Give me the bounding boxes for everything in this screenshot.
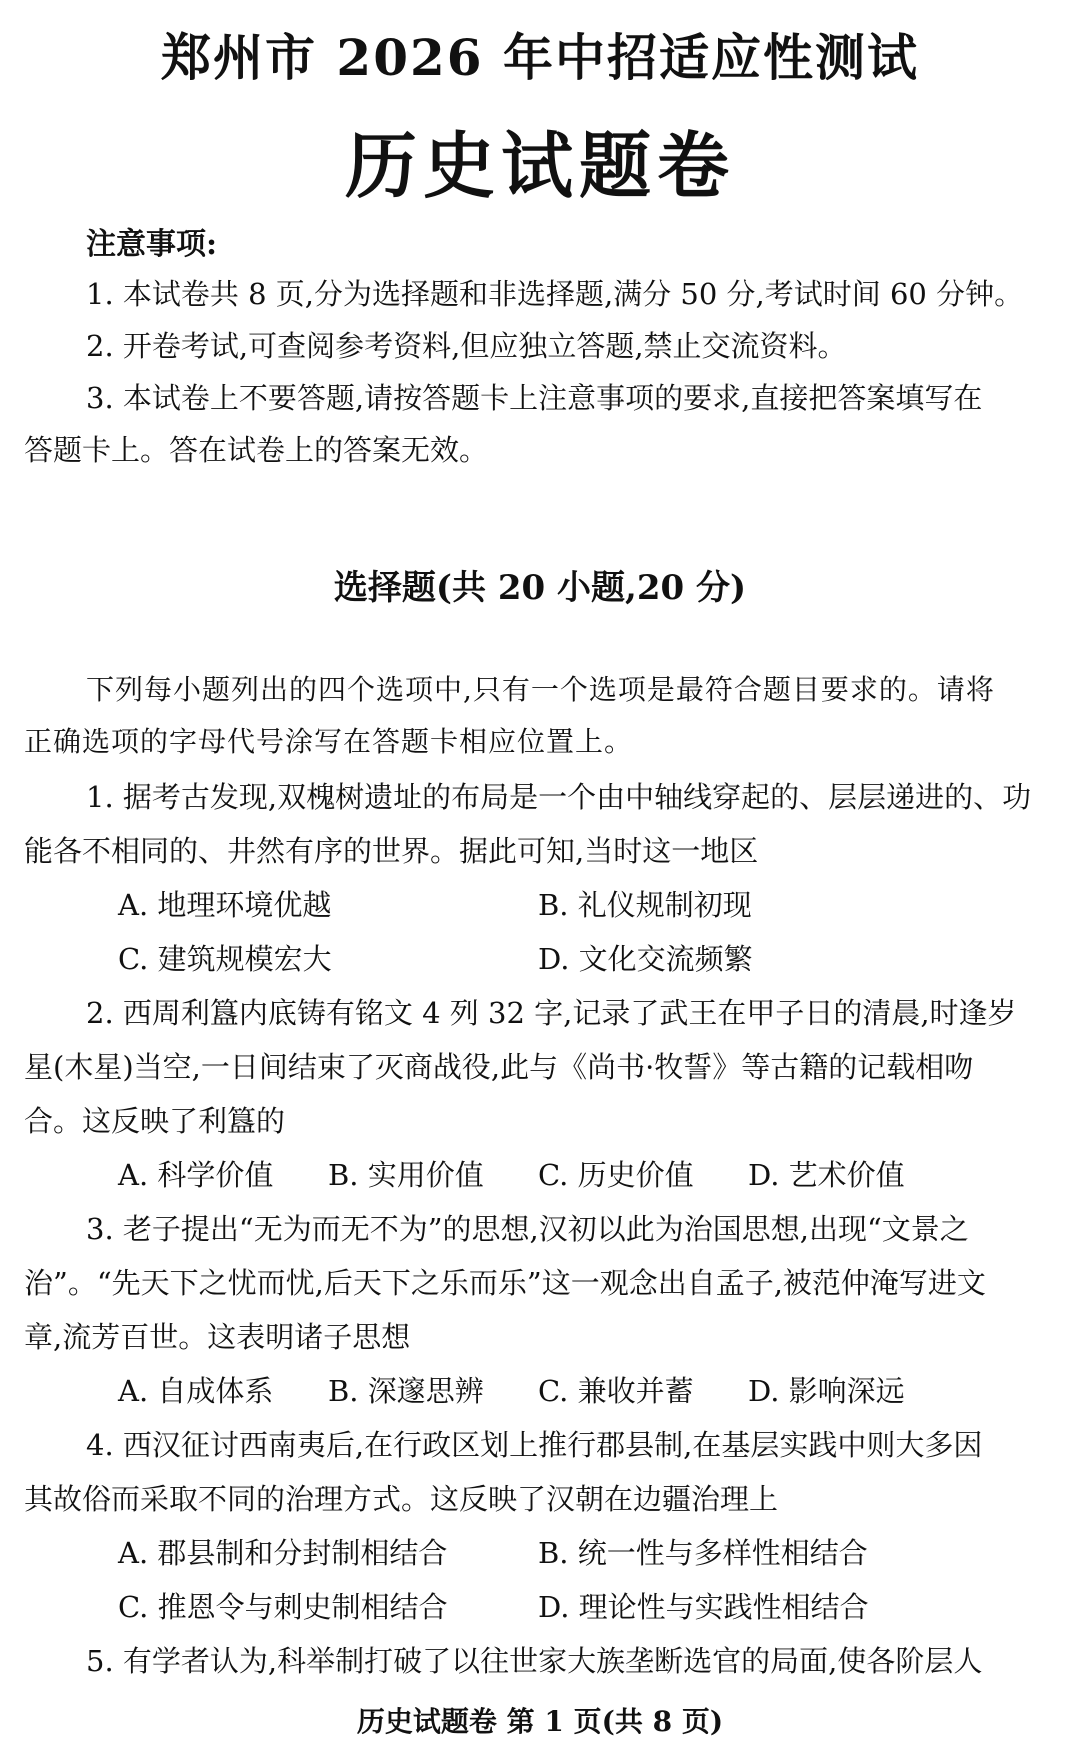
option-c: C. 历史价值 <box>538 1158 694 1192</box>
question-stem: 1. 据考古发现,双槐树遗址的布局是一个由中轴线穿起的、层层递进的、功 <box>86 780 1032 814</box>
notice-item: 2. 开卷考试,可查阅参考资料,但应独立答题,禁止交流资料。 <box>86 329 847 363</box>
section-instruction <box>24 664 1064 768</box>
options-row <box>24 1526 1064 1580</box>
question-1 <box>24 770 1064 986</box>
option-a: A. 科学价值 <box>118 1158 274 1192</box>
question-stem: 2. 西周利簋内底铸有铭文 4 列 32 字,记录了武王在甲子日的清晨,时逢岁 <box>86 996 1017 1030</box>
option-d: D. 影响深远 <box>748 1374 905 1408</box>
question-stem: 能各不相同的、井然有序的世界。据此可知,当时这一地区 <box>24 834 759 868</box>
exam-title: 郑州市 2026 年中招适应性测试 <box>161 28 919 87</box>
question-stem: 治”。“先天下之忧而忧,后天下之乐而乐”这一观念出自孟子,被范仲淹写进文 <box>24 1266 986 1300</box>
question-5 <box>24 1634 1064 1688</box>
instruction-line: 正确选项的字母代号涂写在答题卡相应位置上。 <box>24 725 634 758</box>
exam-subtitle: 历史试题卷 <box>344 123 735 208</box>
question-4 <box>24 1418 1064 1634</box>
option-c: C. 兼收并蓄 <box>538 1374 694 1408</box>
option-c: C. 建筑规模宏大 <box>118 942 332 976</box>
question-3 <box>24 1202 1064 1418</box>
question-stem: 章,流芳百世。这表明诸子思想 <box>24 1320 411 1354</box>
options-row <box>24 932 1064 986</box>
question-stem: 其故俗而采取不同的治理方式。这反映了汉朝在边疆治理上 <box>24 1482 779 1516</box>
notice-heading: 注意事项: <box>86 227 218 262</box>
option-d: D. 艺术价值 <box>748 1158 905 1192</box>
option-d: D. 理论性与实践性相结合 <box>538 1590 869 1624</box>
notice-block <box>24 222 1054 476</box>
question-stem: 5. 有学者认为,科举制打破了以往世家大族垄断选官的局面,使各阶层人 <box>86 1644 983 1678</box>
options-row <box>24 1580 1064 1634</box>
notice-item: 3. 本试卷上不要答题,请按答题卡上注意事项的要求,直接把答案填写在 <box>86 381 983 415</box>
question-stem: 星(木星)当空,一日间结束了灭商战役,此与《尚书·牧誓》等古籍的记载相吻 <box>24 1050 974 1084</box>
question-stem: 3. 老子提出“无为而无不为”的思想,汉初以此为治国思想,出现“文景之 <box>86 1212 969 1246</box>
page-footer: 历史试题卷 第 1 页(共 8 页) <box>356 1705 724 1738</box>
option-a: A. 郡县制和分封制相结合 <box>118 1536 448 1570</box>
option-d: D. 文化交流频繁 <box>538 942 753 976</box>
notice-item: 答题卡上。答在试卷上的答案无效。 <box>24 433 489 467</box>
notice-item: 1. 本试卷共 8 页,分为选择题和非选择题,满分 50 分,考试时间 60 分钟。 <box>86 277 1024 311</box>
option-a: A. 自成体系 <box>118 1374 274 1408</box>
option-b: B. 深邃思辨 <box>328 1374 484 1408</box>
instruction-line: 下列每小题列出的四个选项中,只有一个选项是最符合题目要求的。请将 <box>86 673 995 706</box>
question-2 <box>24 986 1064 1202</box>
options-row <box>24 878 1064 932</box>
option-b: B. 礼仪规制初现 <box>538 888 752 922</box>
option-a: A. 地理环境优越 <box>118 888 332 922</box>
question-stem: 合。这反映了利簋的 <box>24 1104 286 1138</box>
option-b: B. 实用价值 <box>328 1158 484 1192</box>
section-title: 选择题(共 20 小题,20 分) <box>333 568 747 608</box>
question-list <box>24 770 1064 1688</box>
options-row <box>24 1148 1064 1202</box>
option-c: C. 推恩令与刺史制相结合 <box>118 1590 448 1624</box>
options-row <box>24 1364 1064 1418</box>
question-stem: 4. 西汉征讨西南夷后,在行政区划上推行郡县制,在基层实践中则大多因 <box>86 1428 983 1462</box>
option-b: B. 统一性与多样性相结合 <box>538 1536 868 1570</box>
